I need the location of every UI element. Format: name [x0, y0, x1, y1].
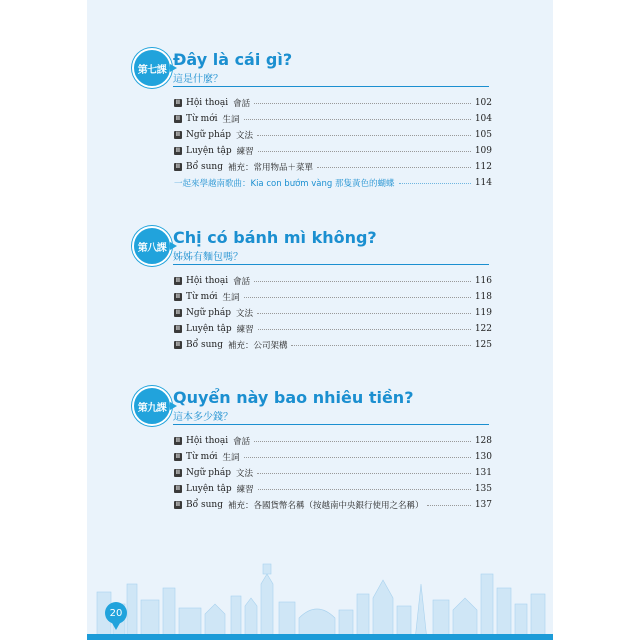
entry-page: 102: [474, 98, 492, 108]
entry-zh: 練習: [236, 325, 254, 335]
leader-dots: [244, 456, 471, 458]
section-icon: Ⅲ: [175, 147, 181, 154]
entry-vi: Bổ sung: [186, 162, 223, 172]
toc-entry[interactable]: [174, 466, 492, 480]
entry-page: 125: [474, 340, 492, 350]
toc-entry[interactable]: [174, 96, 492, 110]
entry-page: 114: [474, 178, 492, 188]
toc-entry[interactable]: [174, 338, 492, 352]
entry-page: 105: [474, 130, 492, 140]
entry-page: 135: [474, 484, 492, 494]
section-icon: Ⅲ: [175, 485, 181, 492]
entry-vi: Từ mới: [186, 292, 218, 302]
leader-dots: [244, 296, 471, 298]
entry-vi: Bổ sung: [186, 500, 223, 510]
entry-page: 112: [474, 162, 492, 172]
leader-dots: [244, 118, 471, 120]
entry-page: 116: [474, 276, 492, 286]
entry-song: 一起來學越南歌曲：Kia con bướm vàng 那隻黃色的蝴蝶: [174, 179, 395, 189]
entry-zh: 補充：常用物品＋菜單: [227, 163, 313, 173]
toc-entry[interactable]: [174, 160, 492, 174]
lesson-title: Quyển này bao nhiêu tiền?: [173, 388, 414, 407]
section-icon: Ⅲ: [175, 437, 181, 444]
section-icon: Ⅲ: [175, 469, 181, 476]
lesson-subtitle: 姊姊有麵包嗎？: [173, 252, 243, 263]
entry-zh: 會話: [233, 99, 251, 109]
toc-entry[interactable]: [174, 144, 492, 158]
entry-vi: Hội thoại: [186, 436, 229, 446]
entry-vi: Luyện tập: [186, 324, 232, 334]
lesson-title: Chị có bánh mì không?: [173, 228, 377, 247]
bottom-bar: [87, 634, 553, 640]
leader-dots: [257, 134, 471, 136]
entry-vi: Từ mới: [186, 114, 218, 124]
lesson-divider: [173, 424, 489, 425]
lesson-title: Đây là cái gì?: [173, 50, 293, 69]
toc-entry[interactable]: [174, 322, 492, 336]
entry-page: 137: [474, 500, 492, 510]
lesson-badge: 第七課: [132, 48, 172, 88]
section-icon: Ⅲ: [175, 325, 181, 332]
entry-page: 122: [474, 324, 492, 334]
leader-dots: [254, 280, 471, 282]
entry-page: 104: [474, 114, 492, 124]
entry-zh: 會話: [233, 437, 251, 447]
leader-dots: [257, 472, 471, 474]
entry-page: 131: [474, 468, 492, 478]
city-skyline-illustration: [87, 544, 553, 640]
entry-zh: 生詞: [222, 115, 240, 125]
entry-page: 128: [474, 436, 492, 446]
entry-zh: 會話: [233, 277, 251, 287]
entry-page: 109: [474, 146, 492, 156]
entry-zh: 文法: [235, 309, 253, 319]
section-icon: Ⅲ: [175, 115, 181, 122]
lesson-subtitle: 這本多少錢？: [173, 412, 233, 423]
section-icon: Ⅲ: [175, 163, 181, 170]
entry-zh: 補充：公司架構: [227, 341, 288, 351]
leader-dots: [427, 504, 470, 506]
toc-entry[interactable]: [174, 482, 492, 496]
section-icon: Ⅲ: [175, 453, 181, 460]
toc-entry-song[interactable]: [174, 176, 492, 190]
leader-dots: [317, 166, 471, 168]
leader-dots: [254, 440, 471, 442]
section-icon: Ⅲ: [175, 501, 181, 508]
toc-entry[interactable]: [174, 112, 492, 126]
lesson-badge: 第八課: [132, 226, 172, 266]
page-number: 20: [105, 602, 127, 624]
entry-vi: Luyện tập: [186, 146, 232, 156]
entry-vi: Ngữ pháp: [186, 130, 231, 140]
entry-page: 118: [474, 292, 492, 302]
toc-entry[interactable]: [174, 306, 492, 320]
entry-vi: Ngữ pháp: [186, 468, 231, 478]
lesson-subtitle: 這是什麼？: [173, 74, 223, 85]
section-icon: Ⅲ: [175, 341, 181, 348]
entry-zh: 文法: [235, 469, 253, 479]
toc-entry[interactable]: [174, 274, 492, 288]
section-icon: Ⅲ: [175, 277, 181, 284]
toc-entry[interactable]: [174, 434, 492, 448]
toc-entry[interactable]: [174, 450, 492, 464]
lesson-badge: 第九課: [132, 386, 172, 426]
entry-vi: Luyện tập: [186, 484, 232, 494]
entry-zh: 文法: [235, 131, 253, 141]
entry-zh: 生詞: [222, 293, 240, 303]
entry-zh: 補充：各國貨幣名稱（按越南中央銀行使用之名稱）: [227, 501, 424, 511]
entry-zh: 生詞: [222, 453, 240, 463]
entry-vi: Hội thoại: [186, 276, 229, 286]
toc-page: [87, 0, 553, 640]
entry-vi: Ngữ pháp: [186, 308, 231, 318]
leader-dots: [258, 488, 471, 490]
toc-entry[interactable]: [174, 498, 492, 512]
toc-entry[interactable]: [174, 128, 492, 142]
lesson-divider: [173, 264, 489, 265]
entry-page: 130: [474, 452, 492, 462]
entry-zh: 練習: [236, 485, 254, 495]
section-icon: Ⅲ: [175, 99, 181, 106]
entry-zh: 練習: [236, 147, 254, 157]
entry-vi: Bổ sung: [186, 340, 223, 350]
section-icon: Ⅲ: [175, 293, 181, 300]
section-icon: Ⅲ: [175, 131, 181, 138]
entry-page: 119: [474, 308, 492, 318]
leader-dots: [254, 102, 471, 104]
entry-vi: Từ mới: [186, 452, 218, 462]
leader-dots: [258, 328, 471, 330]
toc-entry[interactable]: [174, 290, 492, 304]
leader-dots: [257, 312, 471, 314]
section-icon: Ⅲ: [175, 309, 181, 316]
leader-dots: [291, 344, 470, 346]
leader-dots: [399, 182, 471, 184]
lesson-divider: [173, 86, 489, 87]
entry-vi: Hội thoại: [186, 98, 229, 108]
leader-dots: [258, 150, 471, 152]
